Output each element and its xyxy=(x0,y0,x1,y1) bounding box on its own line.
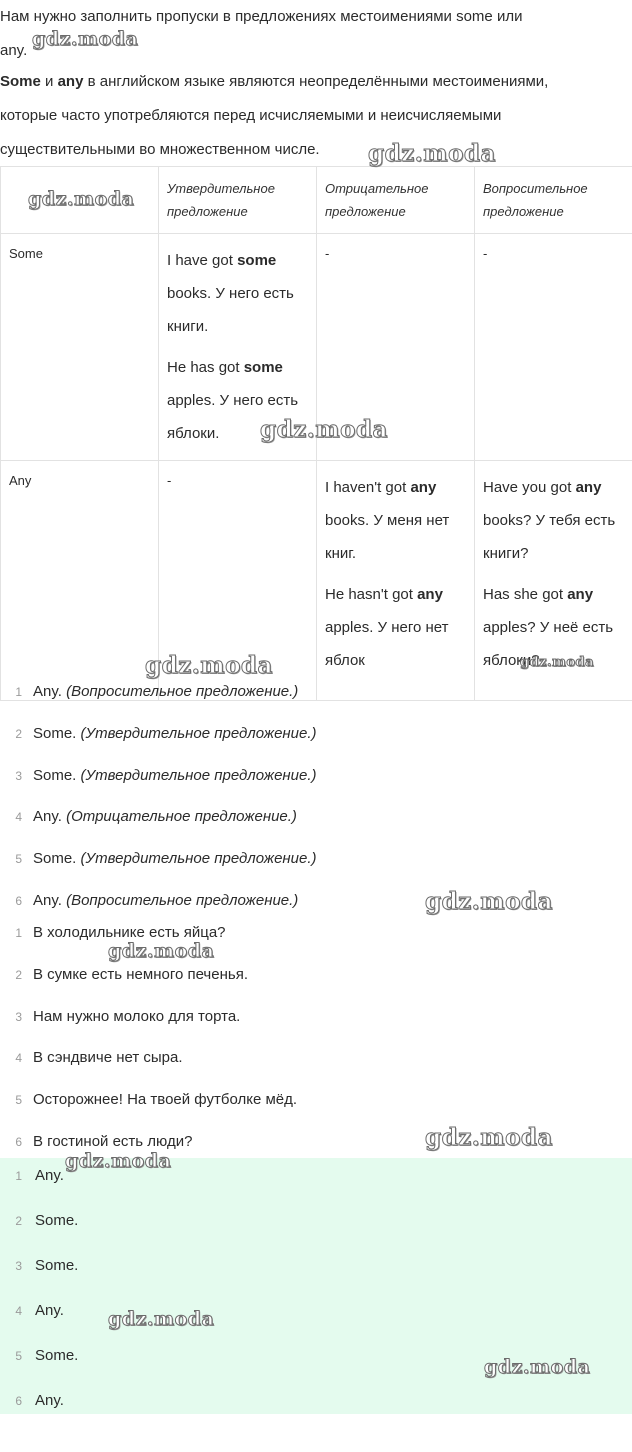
intro-line-3: Some и any в английском языке являются неопределёнными местоимениями, xyxy=(0,73,549,90)
list-item: 6 Any. xyxy=(15,1392,64,1409)
list-item: 3 Some. xyxy=(15,1257,79,1274)
watermark: gdz.moda xyxy=(28,188,135,210)
example-sentence: Has she got any apples? У неё есть яблоки? xyxy=(483,586,614,669)
list-item: 3 Some. (Утвердительное предложение.) xyxy=(15,767,317,784)
list-item: 1 В холодильнике есть яйца? xyxy=(15,924,226,941)
watermark: gdz.moda xyxy=(65,1150,172,1172)
example-sentence: He hasn't got any apples. У него нет яблок xyxy=(325,586,449,669)
watermark: gdz.moda xyxy=(108,1308,215,1330)
watermark: gdz.moda xyxy=(368,140,496,167)
term-some: Some xyxy=(0,73,41,90)
cell-any-affirmative: - xyxy=(159,461,317,701)
list-item: 6 Any. (Вопросительное предложение.) xyxy=(15,892,299,909)
list-item: 2 Some. xyxy=(15,1212,79,1229)
watermark: gdz.moda xyxy=(425,1124,553,1151)
watermark: gdz.moda xyxy=(484,1356,591,1378)
table-header-affirmative: Утвердительное предложение xyxy=(159,167,317,234)
cell-some-negative: - xyxy=(317,234,475,461)
example-sentence: I have got some books. У него есть книги. xyxy=(167,252,294,335)
table-header-question: Вопросительное предложение xyxy=(475,167,632,234)
watermark: gdz.moda xyxy=(520,655,595,670)
list-item: 4 Any. xyxy=(15,1302,64,1319)
list-item: 1 Any. xyxy=(15,1167,64,1184)
example-sentence: Have you got any books? У тебя есть книги? xyxy=(483,479,616,562)
row-name-some: Some xyxy=(1,234,159,461)
watermark: gdz.moda xyxy=(425,888,553,915)
list-item: 2 Some. (Утвердительное предложение.) xyxy=(15,725,317,742)
list-item: 5 Some. xyxy=(15,1347,79,1364)
list-item: 3 Нам нужно молоко для торта. xyxy=(15,1008,241,1025)
list-item: 4 В сэндвиче нет сыра. xyxy=(15,1049,183,1066)
intro-line-2: any. xyxy=(0,42,28,59)
table-header-negative: Отрицательное предложение xyxy=(317,167,475,234)
watermark: gdz.moda xyxy=(260,416,388,443)
intro-line-1: Нам нужно заполнить пропуски в предложениях местоимениями some или xyxy=(0,8,523,25)
watermark: gdz.moda xyxy=(108,940,215,962)
row-name-any: Any xyxy=(1,461,159,701)
list-item: 5 Осторожнее! На твоей футболке мёд. xyxy=(15,1091,298,1108)
example-sentence: I haven't got any books. У меня нет книг. xyxy=(325,479,450,562)
list-item: 2 В сумке есть немного печенья. xyxy=(15,966,248,983)
watermark: gdz.moda xyxy=(32,28,139,50)
example-sentence: He has got some apples. У него есть яблоки. xyxy=(167,359,299,442)
cell-any-negative xyxy=(317,461,475,701)
intro-line-5: существительными во множественном числе. xyxy=(0,141,320,158)
watermark: gdz.moda xyxy=(145,652,273,679)
list-item: 6 В гостиной есть люди? xyxy=(15,1133,193,1150)
list-item: 5 Some. (Утвердительное предложение.) xyxy=(15,850,317,867)
cell-some-question: - xyxy=(475,234,632,461)
list-item: 4 Any. (Отрицательное предложение.) xyxy=(15,808,297,825)
list-item: 1 Any. (Вопросительное предложение.) xyxy=(15,683,299,700)
term-any: any xyxy=(57,73,84,90)
intro-line-4: которые часто употребляются перед исчисляемыми и неисчисляемыми xyxy=(0,107,502,124)
